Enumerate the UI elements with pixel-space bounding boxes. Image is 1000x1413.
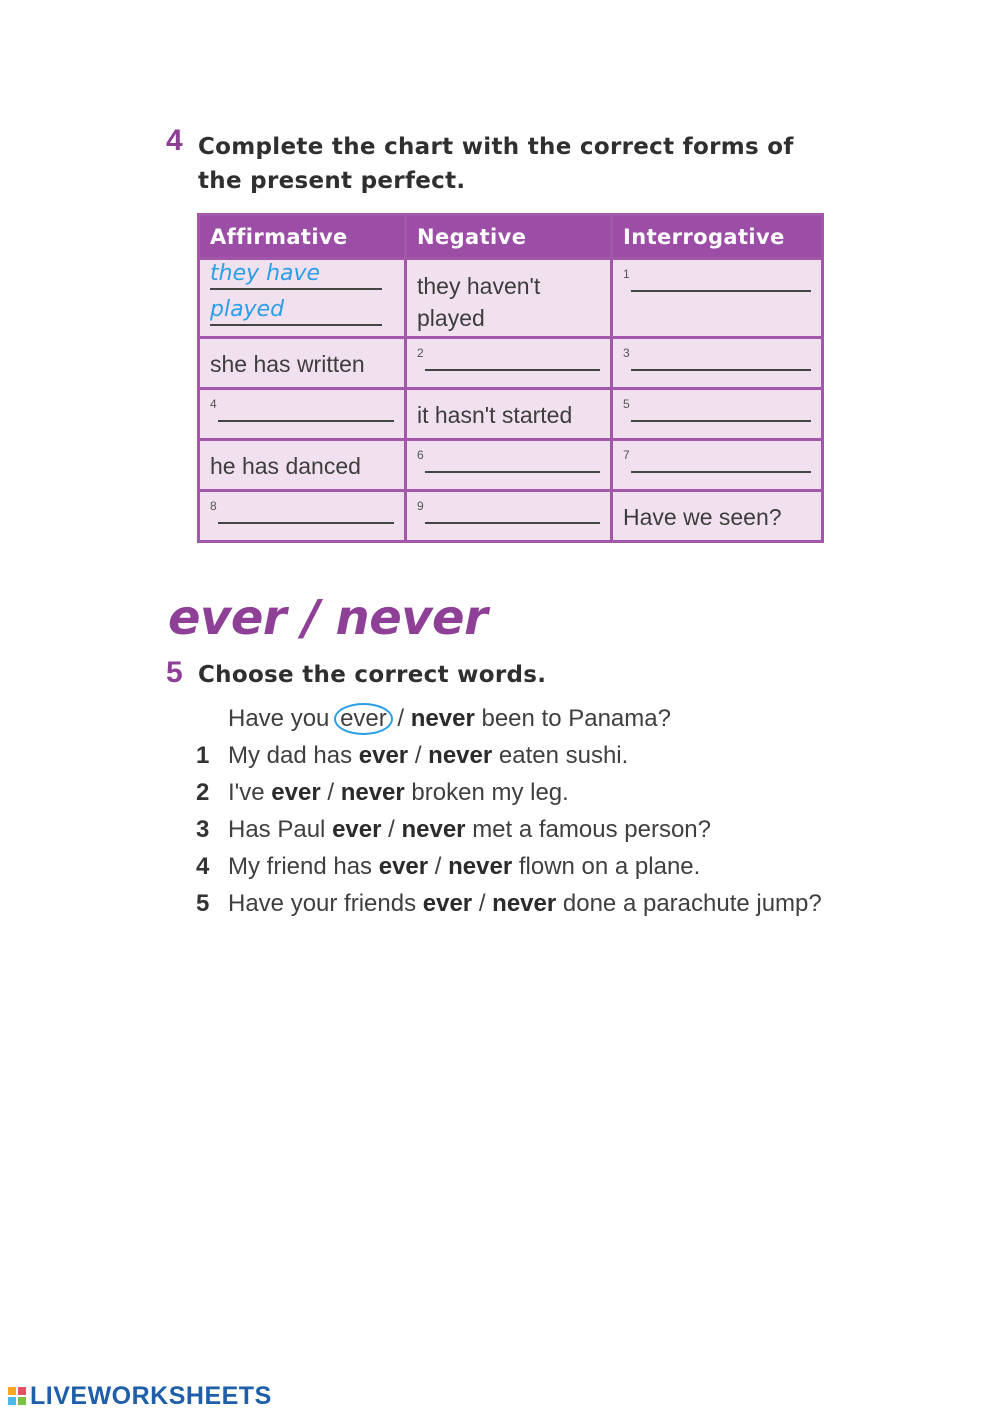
item-number: 5	[196, 890, 210, 917]
circled-answer-ever[interactable]: ever	[334, 703, 393, 735]
liveworksheets-logo-icon	[8, 1387, 26, 1405]
item-text-after: been to Panama?	[481, 705, 671, 732]
blank-number: 8	[210, 499, 217, 513]
answer-line[interactable]	[218, 500, 394, 524]
cell-negative	[406, 389, 612, 440]
logo-square-1	[8, 1387, 16, 1395]
item-text-after: done a parachute jump?	[562, 890, 822, 917]
header-affirmative: Affirmative	[199, 215, 406, 259]
option-never[interactable]: never	[492, 890, 557, 917]
list-item	[196, 737, 836, 774]
affirmative-text: he has danced	[210, 453, 361, 479]
option-ever[interactable]: ever	[271, 779, 321, 806]
exercise-4-instruction: Complete the chart with the correct forms of the present perfect.	[198, 134, 794, 194]
option-ever[interactable]: ever	[422, 890, 473, 917]
item-text-after: eaten sushi.	[498, 742, 629, 769]
option-ever[interactable]: ever	[378, 853, 429, 880]
handwritten-answer-line-1: they have	[210, 260, 382, 290]
chart-row-3	[199, 389, 823, 440]
blank-number: 2	[417, 346, 424, 360]
negative-text: it hasn't started	[417, 402, 573, 428]
header-negative: Negative	[406, 215, 612, 259]
cell-interrogative-blank[interactable]	[612, 440, 823, 491]
list-item	[196, 811, 836, 848]
chart-row-4	[199, 440, 823, 491]
negative-text: they haven't played	[417, 273, 541, 331]
item-text-after: broken my leg.	[411, 779, 569, 806]
blank-number: 1	[623, 267, 630, 281]
separator: /	[414, 742, 422, 769]
cell-interrogative-blank[interactable]	[612, 389, 823, 440]
logo-square-3	[8, 1397, 16, 1405]
answer-line[interactable]	[425, 347, 600, 371]
cell-interrogative	[612, 491, 823, 542]
logo-square-4	[18, 1397, 26, 1405]
answer-line[interactable]	[631, 398, 811, 422]
separator: /	[478, 890, 486, 917]
cell-interrogative-blank[interactable]	[612, 338, 823, 389]
answer-line[interactable]	[425, 449, 600, 473]
brand-name: LIVEWORKSHEETS	[30, 1381, 272, 1410]
answer-line[interactable]	[631, 449, 811, 473]
option-never[interactable]: never	[401, 816, 466, 843]
cell-affirmative-blank[interactable]	[199, 491, 406, 542]
blank-number: 9	[417, 499, 424, 513]
logo-square-2	[18, 1387, 26, 1395]
cell-negative-blank[interactable]	[406, 491, 612, 542]
option-ever[interactable]: ever	[332, 816, 382, 843]
separator: /	[397, 705, 405, 732]
item-text-before: I've	[228, 779, 265, 806]
chart-header-row	[199, 215, 823, 259]
separator: /	[434, 853, 442, 880]
cell-affirmative	[199, 338, 406, 389]
item-text-before: Have you	[228, 705, 330, 732]
header-interrogative: Interrogative	[612, 215, 823, 259]
item-number: 1	[196, 742, 210, 769]
option-never[interactable]: never	[428, 742, 493, 769]
exercise-4-number: 4	[166, 124, 183, 157]
example-item	[196, 700, 836, 737]
cell-affirmative-answer[interactable]	[199, 259, 406, 338]
option-ever[interactable]: ever	[358, 742, 409, 769]
item-text-before: Have your friends	[228, 890, 417, 917]
handwritten-answer-line-2: played	[210, 296, 382, 326]
answer-line[interactable]	[631, 347, 811, 371]
chart-row-5	[199, 491, 823, 542]
separator: /	[388, 816, 395, 843]
item-text-before: My friend has	[228, 853, 373, 880]
blank-number: 4	[210, 397, 217, 411]
separator: /	[327, 779, 335, 806]
blank-number: 3	[623, 346, 630, 360]
item-text-before: Has Paul	[228, 816, 326, 843]
blank-number: 7	[623, 448, 630, 462]
chart-row-1	[199, 259, 823, 338]
option-never[interactable]: never	[448, 853, 513, 880]
blank-number: 5	[623, 397, 630, 411]
chart-row-2	[199, 338, 823, 389]
item-text-after: met a famous person?	[472, 816, 711, 843]
option-never[interactable]: never	[340, 779, 405, 806]
item-number: 3	[196, 816, 210, 843]
cell-negative-blank[interactable]	[406, 338, 612, 389]
list-item	[196, 885, 836, 922]
list-item	[196, 848, 836, 885]
exercise-5-number: 5	[166, 656, 183, 689]
cell-negative-blank[interactable]	[406, 440, 612, 491]
section-title: ever / never	[168, 590, 488, 646]
interrogative-text: Have we seen?	[623, 504, 782, 530]
item-text-before: My dad has	[228, 742, 353, 769]
cell-affirmative-blank[interactable]	[199, 389, 406, 440]
answer-line[interactable]	[218, 398, 394, 422]
cell-affirmative	[199, 440, 406, 491]
affirmative-text: she has written	[210, 351, 365, 377]
list-item	[196, 774, 836, 811]
cell-interrogative-blank[interactable]	[612, 259, 823, 338]
blank-number: 6	[417, 448, 424, 462]
exercise-5-items	[196, 700, 836, 922]
answer-line[interactable]	[425, 500, 600, 524]
item-number: 2	[196, 779, 210, 806]
answer-line[interactable]	[631, 268, 811, 292]
option-never[interactable]: never	[410, 705, 475, 732]
exercise-5-instruction: Choose the correct words.	[198, 662, 547, 688]
item-number: 4	[196, 853, 210, 880]
item-text-after: flown on a plane.	[518, 853, 701, 880]
present-perfect-chart	[197, 213, 824, 543]
footer-brand[interactable]	[8, 1380, 272, 1412]
cell-negative	[406, 259, 612, 338]
